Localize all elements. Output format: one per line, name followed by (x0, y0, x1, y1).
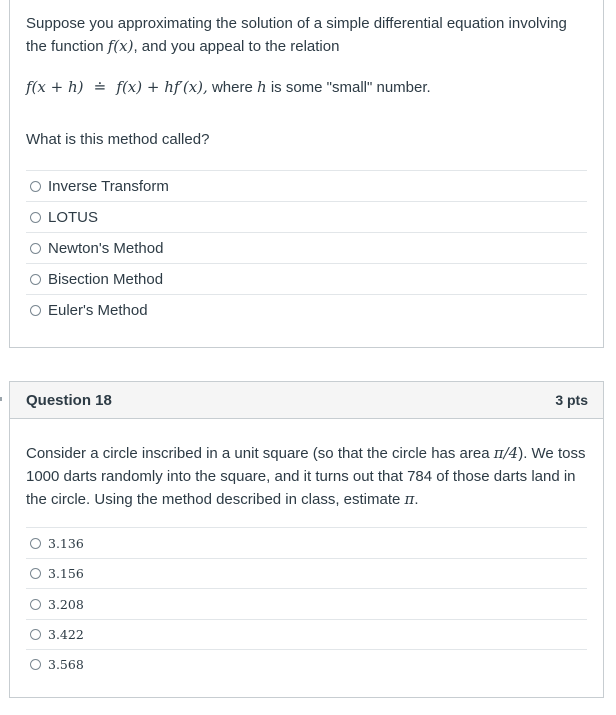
answer-label: Inverse Transform (48, 177, 169, 195)
answer-label: 3.156 (48, 566, 84, 581)
question-18-text-c: . (414, 491, 419, 508)
radio-button[interactable] (30, 243, 41, 254)
radio-button[interactable] (30, 568, 41, 579)
answer-option[interactable] (26, 649, 587, 679)
answer-label: 3.208 (48, 596, 84, 612)
answer-label: LOTUS (48, 208, 99, 226)
answer-option[interactable] (26, 263, 587, 294)
question-points: 3 pts (555, 392, 588, 408)
question-17-equation (26, 76, 587, 99)
equation-lhs: f(x + h) (26, 78, 84, 96)
answer-label: 3.422 (48, 627, 84, 642)
question-18-text-b: ). We toss 1000 darts randomly into the square, and it turns out that 784 of those darts land in the circle. Using the method described in class, estimate (26, 445, 586, 508)
radio-button[interactable] (30, 305, 41, 316)
question-18-card (9, 381, 604, 698)
answer-option[interactable] (26, 588, 587, 619)
question-18-answers (26, 527, 587, 679)
question-header (10, 382, 603, 419)
page-edge-mark (0, 397, 2, 401)
radio-button[interactable] (30, 599, 41, 610)
equation-where: where (211, 79, 253, 96)
radio-button[interactable] (30, 274, 41, 285)
equation-rhs: f(x) + hf′(x), (116, 78, 208, 96)
question-17-prompt: What is this method called? (26, 131, 210, 148)
equation-h: h (256, 78, 267, 96)
question-17-intro: Suppose you approximating the solution of a simple differential equation involving the function (26, 15, 567, 55)
answer-label: 3.568 (48, 657, 84, 672)
question-18-text (26, 442, 587, 511)
question-title: Question 18 (26, 391, 112, 409)
radio-button[interactable] (30, 659, 41, 670)
answer-option[interactable] (26, 558, 587, 588)
radio-button[interactable] (30, 181, 41, 192)
answer-option[interactable] (26, 294, 587, 325)
question-17-answers (26, 170, 587, 325)
equation-tail: is some "small" number. (270, 79, 431, 96)
radio-button[interactable] (30, 212, 41, 223)
answer-option[interactable] (26, 527, 587, 558)
answer-label: Newton's Method (48, 239, 164, 257)
answer-option[interactable] (26, 232, 587, 263)
equation-relation: ≐ (93, 78, 107, 96)
answer-label: 3.136 (48, 535, 84, 551)
pi-symbol: π (404, 490, 415, 508)
circle-area-expr: π/4 (493, 444, 519, 462)
radio-button[interactable] (30, 538, 41, 549)
answer-label: Euler's Method (48, 301, 148, 319)
answer-option[interactable] (26, 201, 587, 232)
question-17-card (9, 0, 604, 348)
radio-button[interactable] (30, 629, 41, 640)
answer-label: Bisection Method (48, 270, 164, 288)
function-symbol: f(x) (107, 37, 134, 55)
answer-option[interactable] (26, 170, 587, 201)
question-18-text-a: Consider a circle inscribed in a unit square (so that the circle has area (26, 445, 490, 462)
question-17-text (26, 12, 587, 58)
answer-option[interactable] (26, 619, 587, 649)
question-17-intro-tail: , and you appeal to the relation (133, 38, 340, 55)
